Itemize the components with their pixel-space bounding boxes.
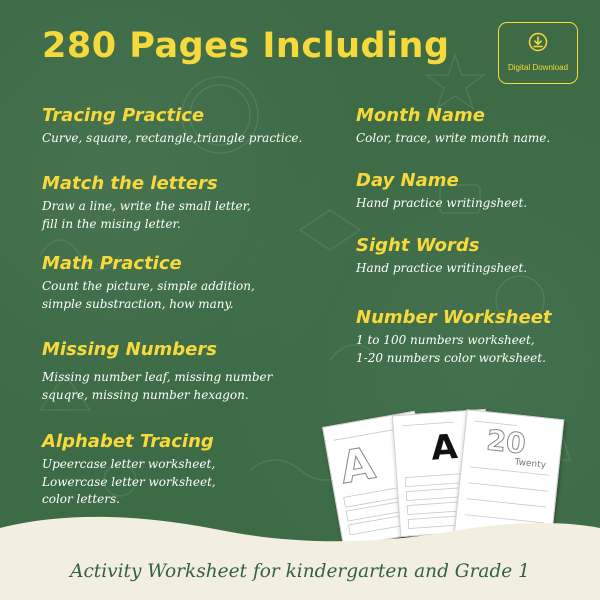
- section-heading: Missing Numbers: [42, 339, 217, 360]
- section-heading: Alphabet Tracing: [42, 431, 214, 452]
- download-circle-icon: [528, 32, 548, 52]
- section-description: Color, trace, write month name.: [356, 131, 551, 145]
- section-heading: Tracing Practice: [42, 105, 205, 126]
- section-description: Curve, square, rectangle,triangle practice.: [42, 131, 303, 145]
- section-heading: Math Practice: [42, 253, 182, 274]
- section-description: 1 to 100 numbers worksheet, 1-20 numbers color worksheet.: [356, 333, 546, 365]
- section-sight-words: [356, 235, 527, 278]
- footer-tagline: Activity Worksheet for kindergarten and Grade 1: [70, 561, 530, 582]
- footer-wave-banner: [0, 510, 600, 600]
- worksheet-number-word: Twenty: [514, 457, 547, 471]
- section-heading: Month Name: [356, 105, 485, 126]
- worksheet-number: 20: [485, 423, 528, 461]
- section-math-practice: [42, 253, 255, 313]
- section-number-worksheet: [356, 307, 552, 367]
- page-title: 280 Pages Including: [42, 26, 450, 66]
- badge-label: Digital Download: [507, 63, 569, 72]
- section-description: Draw a line, write the small letter, fill in the mising letter.: [42, 199, 251, 231]
- worksheet-letter: A: [336, 437, 379, 495]
- digital-download-badge: [498, 22, 578, 84]
- section-match-the-letters: [42, 173, 251, 233]
- section-alphabet-tracing: [42, 431, 216, 509]
- section-description: Count the picture, simple addition, simple substraction, how many.: [42, 279, 255, 311]
- section-description: Hand practice writingsheet.: [356, 261, 528, 275]
- section-month-name: [356, 105, 550, 148]
- worksheet-letter: A: [429, 426, 459, 469]
- section-description: Missing number leaf, missing number squqre, missing number hexagon.: [42, 370, 273, 402]
- section-description: Hand practice writingsheet.: [356, 196, 528, 210]
- section-day-name: [356, 170, 527, 213]
- section-tracing-practice: [42, 105, 302, 148]
- section-heading: Sight Words: [356, 235, 480, 256]
- section-description: Upeercase letter worksheet, Lowercase letter worksheet, color letters.: [42, 457, 216, 506]
- section-heading: Number Worksheet: [356, 307, 552, 328]
- section-heading: Day Name: [356, 170, 459, 191]
- section-missing-numbers: [42, 339, 272, 404]
- section-heading: Match the letters: [42, 173, 218, 194]
